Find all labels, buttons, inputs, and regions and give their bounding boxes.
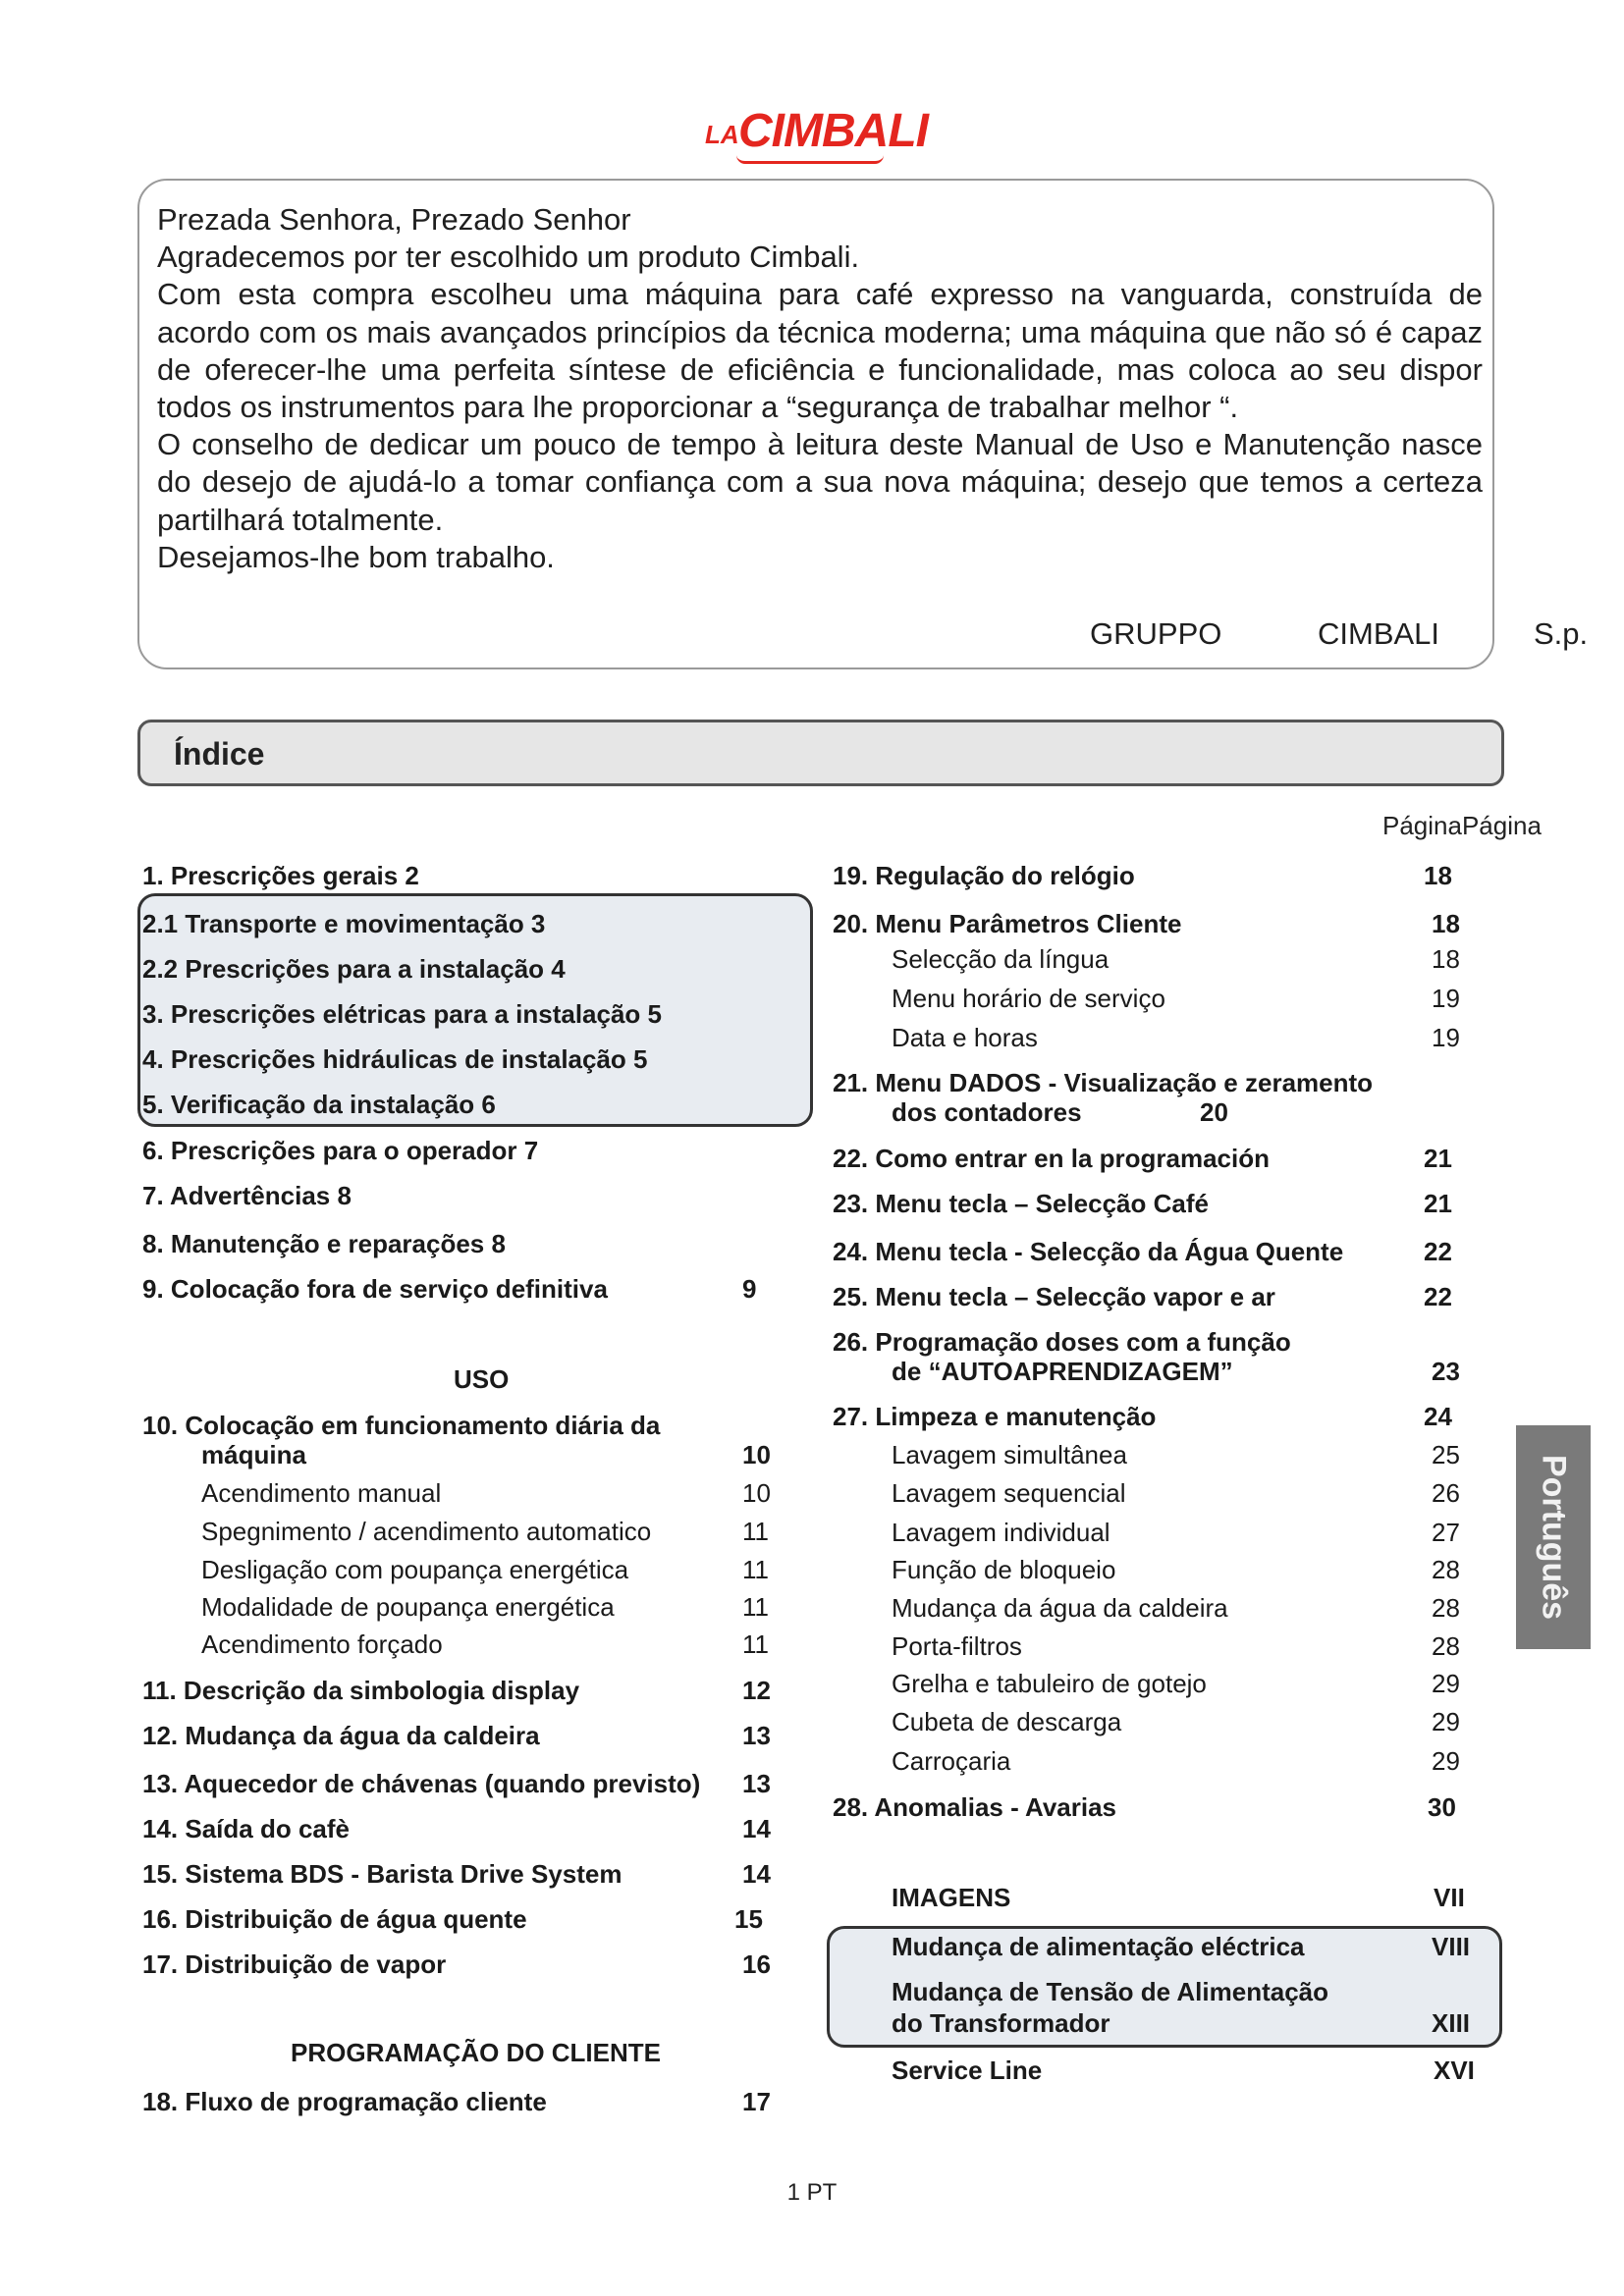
logo-swoosh: [736, 155, 884, 164]
toc-entry-24-page: 22: [1424, 1237, 1452, 1266]
toc-entry-5[interactable]: 5. Verificação da instalação 6: [142, 1090, 496, 1119]
toc-sub-27-8[interactable]: Cubeta de descarga: [892, 1707, 1122, 1736]
toc-sub-20-3-page: 19: [1432, 1023, 1460, 1052]
toc-entry-16-page: 15: [734, 1904, 763, 1934]
toc-entry-22-page: 21: [1424, 1144, 1452, 1173]
toc-sub-27-3-page: 27: [1432, 1518, 1460, 1547]
toc-entry-28[interactable]: 28. Anomalias - Avarias: [833, 1792, 1117, 1822]
toc-image-power-supply[interactable]: Mudança de alimentação eléctrica: [892, 1932, 1305, 1961]
toc-entry-4[interactable]: 4. Prescrições hidráulicas de instalação 5: [142, 1044, 648, 1074]
toc-sub-27-8-page: 29: [1432, 1707, 1460, 1736]
toc-entry-27-page: 24: [1424, 1402, 1452, 1431]
toc-sub-27-2-page: 26: [1432, 1478, 1460, 1508]
toc-entry-12-page: 13: [742, 1721, 771, 1750]
page-column-header: PáginaPágina: [1382, 811, 1542, 840]
toc-sub-10-4[interactable]: Modalidade de poupança energética: [201, 1592, 615, 1622]
toc-entry-9[interactable]: 9. Colocação fora de serviço definitiva: [142, 1274, 608, 1304]
toc-entry-22[interactable]: 22. Como entrar en la programación: [833, 1144, 1271, 1173]
toc-sub-27-4-page: 28: [1432, 1555, 1460, 1584]
toc-entry-2-2[interactable]: 2.2 Prescrições para a instalação 4: [142, 954, 566, 984]
language-tab[interactable]: [1516, 1425, 1591, 1649]
toc-entry-14[interactable]: 14. Saída do cafè: [142, 1814, 350, 1843]
signature-cimbali: CIMBALI: [1318, 616, 1440, 651]
intro-paragraph-2: O conselho de dedicar um pouco de tempo à leitura deste Manual de Uso e Manutenção nasce do desejo de ajudá-lo a tomar confiança com a sua nova máquina; desejo que temos a certeza partilhará totalmente.: [157, 427, 1483, 537]
toc-entry-11-page: 12: [742, 1676, 771, 1705]
toc-sub-20-1[interactable]: Selecção da língua: [892, 944, 1110, 974]
toc-sub-20-2[interactable]: Menu horário de serviço: [892, 984, 1165, 1013]
intro-text: [157, 201, 1483, 576]
toc-entry-7[interactable]: 7. Advertências 8: [142, 1181, 352, 1210]
toc-image-power-supply-page: VIII: [1432, 1932, 1471, 1961]
language-tab-label: Português: [1535, 1454, 1573, 1621]
intro-thanks: Agradecemos por ter escolhido um produto Cimbali.: [157, 240, 860, 275]
toc-entry-26-cont[interactable]: de “AUTOAPRENDIZAGEM”: [892, 1357, 1233, 1386]
toc-entry-16[interactable]: 16. Distribuição de água quente: [142, 1904, 527, 1934]
toc-sub-27-9[interactable]: Carroçaria: [892, 1746, 1011, 1776]
toc-entry-9-page: 9: [742, 1274, 757, 1304]
toc-sub-10-3[interactable]: Desligação com poupança energética: [201, 1555, 629, 1584]
intro-closing: Desejamos-lhe bom trabalho.: [157, 539, 555, 574]
toc-entry-26[interactable]: 26. Programação doses com a função: [833, 1327, 1291, 1357]
toc-entry-2-1[interactable]: 2.1 Transporte e movimentação 3: [142, 909, 546, 938]
toc-entry-23-page: 21: [1424, 1189, 1452, 1218]
toc-sub-27-3[interactable]: Lavagem individual: [892, 1518, 1110, 1547]
toc-sub-27-4[interactable]: Função de bloqueio: [892, 1555, 1116, 1584]
cimbali-logo: [687, 98, 943, 167]
toc-entry-28-page: 30: [1428, 1792, 1456, 1822]
toc-entry-19-page: 18: [1424, 861, 1452, 890]
toc-sub-10-5-page: 11: [742, 1629, 769, 1659]
toc-imagens-page: VII: [1434, 1883, 1465, 1912]
toc-sub-10-5[interactable]: Acendimento forçado: [201, 1629, 443, 1659]
toc-entry-3[interactable]: 3. Prescrições elétricas para a instalação 5: [142, 999, 663, 1029]
toc-sub-10-2[interactable]: Spegnimento / acendimento automatico: [201, 1517, 652, 1546]
toc-entry-8[interactable]: 8. Manutenção e reparações 8: [142, 1229, 506, 1258]
toc-entry-26-page: 23: [1432, 1357, 1460, 1386]
toc-service-line-page: XVI: [1434, 2056, 1475, 2085]
toc-entry-1[interactable]: 1. Prescrições gerais 2: [142, 861, 419, 890]
toc-sub-27-9-page: 29: [1432, 1746, 1460, 1776]
signature-gruppo: GRUPPO: [1090, 616, 1222, 651]
toc-sub-10-3-page: 11: [742, 1555, 769, 1584]
toc-image-transformer-page: XIII: [1432, 2008, 1471, 2038]
toc-entry-21-cont[interactable]: dos contadores: [892, 1097, 1082, 1127]
toc-entry-17[interactable]: 17. Distribuição de vapor: [142, 1949, 447, 1979]
toc-entry-23[interactable]: 23. Menu tecla – Selecção Café: [833, 1189, 1209, 1218]
toc-sub-27-5-page: 28: [1432, 1593, 1460, 1623]
toc-entry-24[interactable]: 24. Menu tecla - Selecção da Água Quente: [833, 1237, 1344, 1266]
toc-image-transformer-cont[interactable]: do Transformador: [892, 2008, 1110, 2038]
signature-spa: S.p.: [1534, 616, 1589, 651]
toc-entry-10-cont[interactable]: máquina: [201, 1440, 306, 1469]
toc-entry-12[interactable]: 12. Mudança da água da caldeira: [142, 1721, 540, 1750]
toc-image-transformer[interactable]: Mudança de Tensão de Alimentação: [892, 1977, 1328, 2006]
toc-sub-10-1[interactable]: Acendimento manual: [201, 1478, 442, 1508]
toc-sub-20-3[interactable]: Data e horas: [892, 1023, 1038, 1052]
toc-entry-20[interactable]: 20. Menu Parâmetros Cliente: [833, 909, 1182, 938]
logo-name: CIMBALI: [738, 105, 928, 157]
toc-sub-10-2-page: 11: [742, 1517, 769, 1546]
toc-entry-15-page: 14: [742, 1859, 771, 1889]
toc-entry-20-page: 18: [1432, 909, 1460, 938]
toc-sub-27-2[interactable]: Lavagem sequencial: [892, 1478, 1126, 1508]
toc-sub-27-7-page: 29: [1432, 1669, 1460, 1698]
toc-sub-27-6-page: 28: [1432, 1631, 1460, 1661]
toc-entry-13-page: 13: [742, 1769, 771, 1798]
toc-sub-27-1-page: 25: [1432, 1440, 1460, 1469]
section-uso: USO: [454, 1364, 510, 1394]
toc-entry-18[interactable]: 18. Fluxo de programação cliente: [142, 2087, 547, 2116]
toc-sub-20-1-page: 18: [1432, 944, 1460, 974]
toc-entry-17-page: 16: [742, 1949, 771, 1979]
toc-entry-6[interactable]: 6. Prescrições para o operador 7: [142, 1136, 539, 1165]
logo-prefix: LA: [705, 120, 739, 149]
toc-imagens[interactable]: IMAGENS: [892, 1883, 1011, 1912]
toc-entry-21-page: 20: [1200, 1097, 1228, 1127]
toc-entry-25[interactable]: 25. Menu tecla – Selecção vapor e ar: [833, 1282, 1275, 1311]
toc-entry-18-page: 17: [742, 2087, 771, 2116]
toc-sub-27-7[interactable]: Grelha e tabuleiro de gotejo: [892, 1669, 1207, 1698]
index-header: [137, 720, 1504, 786]
toc-sub-10-4-page: 11: [742, 1592, 769, 1622]
toc-entry-25-page: 22: [1424, 1282, 1452, 1311]
toc-entry-11[interactable]: 11. Descrição da simbologia display: [142, 1676, 580, 1705]
page-number: 1 PT: [786, 2179, 838, 2206]
section-programacao: PROGRAMAÇÃO DO CLIENTE: [291, 2038, 661, 2067]
toc-entry-13[interactable]: 13. Aquecedor de chávenas (quando previsto): [142, 1769, 701, 1798]
toc-sub-20-2-page: 19: [1432, 984, 1460, 1013]
toc-sub-10-1-page: 10: [742, 1478, 771, 1508]
toc-sub-27-1[interactable]: Lavagem simultânea: [892, 1440, 1127, 1469]
toc-sub-27-5[interactable]: Mudança da água da caldeira: [892, 1593, 1228, 1623]
toc-entry-21[interactable]: 21. Menu DADOS - Visualização e zeramento: [833, 1068, 1374, 1097]
intro-paragraph-1: Com esta compra escolheu uma máquina para café expresso na vanguarda, construída de acordo com os mais avançados princípios da técnica moderna; uma máquina que não só é capaz de oferecer-lhe uma perfeita síntese de eficiência e funcionalidade, mas coloca ao seu dispor todos os instrumentos para lhe proporcionar a “segurança de trabalhar melhor “.: [157, 277, 1483, 425]
toc-entry-14-page: 14: [742, 1814, 771, 1843]
intro-salutation: Prezada Senhora, Prezado Senhor: [157, 202, 631, 237]
toc-entry-10[interactable]: 10. Colocação em funcionamento diária da: [142, 1411, 661, 1440]
toc-entry-10-page: 10: [742, 1440, 771, 1469]
index-title: Índice: [174, 736, 265, 772]
toc-entry-15[interactable]: 15. Sistema BDS - Barista Drive System: [142, 1859, 623, 1889]
toc-service-line[interactable]: Service Line: [892, 2056, 1043, 2085]
toc-sub-27-6[interactable]: Porta-filtros: [892, 1631, 1022, 1661]
toc-entry-19[interactable]: 19. Regulação do relógio: [833, 861, 1135, 890]
toc-entry-27[interactable]: 27. Limpeza e manutenção: [833, 1402, 1157, 1431]
